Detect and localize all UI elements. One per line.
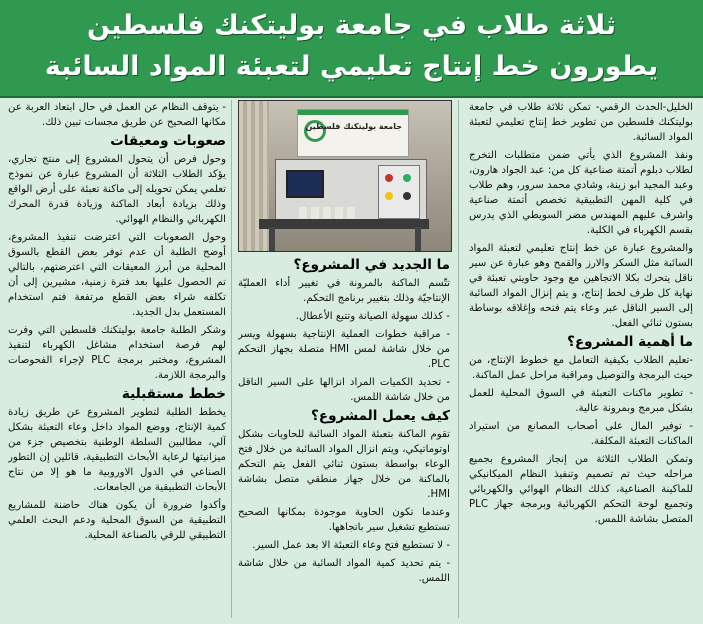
paragraph: والمشروع عبارة عن خط إنتاج تعليمي لتعبئة المواد السائبة مثل السكر والارز والقمح وهو عبارة عن سير ناقل يتحرك بكلا الاتجاهين مع وجود حاويتي تعبئة في نهاية كل طرف لخط إنتاج، و يتم إنزال المواد السائبة إلى السير الناقل عبر وعاء يتم فتحه وإغلاقه بوساطة بستون ثنائي الفعل. [469,243,693,329]
paragraph: - تحديد الكميات المراد انزالها على السير الناقل من خلال شاشة اللمس. [238,377,450,403]
headline-banner [0,0,703,98]
paragraph: - توفير المال على أصحاب المصانع من استيراد الماكنات التعبئة المكلفة. [469,421,693,447]
article-column-middle [238,255,450,620]
paragraph: - كذلك سهولة الصيانة وتتبع الأعطال. [295,311,450,322]
paragraph: - لا تستطيع فتح وعاء التعبئة الا بعد عمل السير. [252,540,450,551]
control-panel-icon [378,165,420,219]
paragraph: وحول فرص أن يتحول المشروع إلى منتج تجاري، يؤكد الطلاب الثلاثة أن المشروع عبارة عن نموذج تعلمي يمكن تحويله إلى ماكنة تعبئة على أرض الواقع وذلك بزيادة أبعاد الماكنة وزيادة قدرة المحرك الكهربائي والنظام الهوائي. [8,154,226,225]
article-column-left [8,100,226,620]
section-heading-future: خطط مستقبلية [121,386,226,402]
hmi-screen-icon [286,170,324,198]
column-divider [458,100,459,618]
column-divider [231,100,232,618]
sign-text: جامعة بوليتكنك فلسطين [305,122,402,131]
paragraph: وعندما تكون الحاوية موجودة بمكانها الصحيح تستطيع تشغيل سير باتجاهها. [238,507,450,533]
conveyor-belt [259,219,429,229]
headline-line-1: ثلاثة طلاب في جامعة بوليتكنك فلسطين [86,10,617,41]
paragraph: - يتم تحديد كمية المواد السائبة من خلال شاشة اللمس. [238,558,450,584]
paragraph: يخطط الطلبة لتطوير المشروع عن طريق زيادة كمية الإنتاج، ووضع المواد داخل وعاء التعبئة بشكل آلي، مطالبين السلطة الوطنية بتخصيص جزء من ميزانيتها لرعاية الأبحاث التطبيقية، قائلين إن التطور الصناعي في الدول الاوروبية ما هو إلا من نتاج الأبحاث التطبيقية من الجامعات. [8,407,226,493]
paragraph: تتّسم الماكنة بالمرونة في تغيير أداء العمليّة الإنتاجيّة وذلك بتغيير برنامج التحكم. [238,278,450,304]
paragraph: وتمكن الطلاب الثلاثة من إنجاز المشروع بجميع مراحله حيث تم تصميم وتنفيذ النظام الميكانيكي للماكينة الصناعية، كذلك النظام الهوائي والكهربائي وتجميع لوحة التحكم الكهربائية وبرمجة جهاز PLC المتصل بشاشة اللمس. [469,454,693,525]
paragraph: - تطوير ماكنات التعبئة في السوق المحلية للعمل بشكل مبرمج وبمرونة عالية. [469,388,693,414]
paragraph: ونفذ المشروع الذي يأتي ضمن متطلبات التخرج لطلاب دبلوم أتمتة صناعية كل من: عبد الجواد هارون، وعبد المجيد ابو زينة، وشادي محمد سرور، وهم طلاب في كلية المهن التطبيقية تخصص أتمتة صناعية واشرف عليهم المهندس مضر السويطي الذي يدرس بقسم الكهرباء في الكلية. [469,150,693,236]
paragraph: وشكر الطلبة جامعة بوليتكنك فلسطين التي وفرت لهم فرصة استخدام مشاغل الكهرباء لتنفيذ المشروع، ومختبر برمجة PLC لإجراء الفحوصات والبرمجة اللازمة. [8,325,226,381]
paragraph: - مراقبة خطوات العملية الإنتاجية بسهولة ويسر من خلال شاشة لمس HMI متصلة بجهاز التحكم PLC. [238,329,450,370]
university-sign [297,109,409,157]
paragraph: - يتوقف النظام عن العمل في حال ابتعاد العربة عن مكانها الصحيح عن طريق مجسات تبين ذلك. [8,102,226,128]
section-heading-difficulties: صعوبات ومعيقات [110,133,226,149]
containers [299,207,359,219]
headline-line-2: يطورون خط إنتاج تعليمي لتعبئة المواد السائبة [44,51,659,82]
paragraph: وحول الصعوبات التي اعترضت تنفيذ المشروع، أوضح الطلبة أن عدم توفر بعض القطع بالسوق المحلية من أبرز المعيقات التي اعترضتهم، بالتالي تم الحصول عليها بعد فترة زمنية، مشيرين إلى أن تكلفه شراء بعض القطع مرتفعة فتم استخدام المستعمل بدل الجديد. [8,232,226,318]
section-heading-importance: ما أهمية المشروع؟ [567,334,693,350]
paragraph: الخليل-الحدث الرقمي- تمكن ثلاثة طلاب في جامعة بوليتكنك فلسطين من تطوير خط إنتاج تعليمي لتعبئة المواد السائبة. [469,102,693,143]
section-heading-how: كيف يعمل المشروع؟ [311,408,450,424]
paragraph: تقوم الماكنة بتعبئة المواد السائبة للحاويات بشكل اوتوماتيكي، ويتم انزال المواد السائبة من خلال فتح الوعاء بواسطة بستون ثنائي الفعل يتم التحكم بالماكنة من خلال جهاز منطقي متصل بشاشة HMI. [238,429,450,500]
article-photo [238,100,452,252]
article-column-right [469,100,693,620]
paragraph: وأكدوا ضرورة أن يكون هناك حاضنة للمشاريع التطبيقية من السوق المحلية ودعم البحث العلمي التطبيقي للرقي بالصناعة المحلية. [8,500,226,541]
paragraph: -تعليم الطلاب بكيفية التعامل مع خطوط الإنتاج، من حيث البرمجة والتوصيل ومراقبة مراحل عمل الماكنة. [469,355,693,381]
section-heading-new: ما الجديد في المشروع؟ [293,257,450,273]
